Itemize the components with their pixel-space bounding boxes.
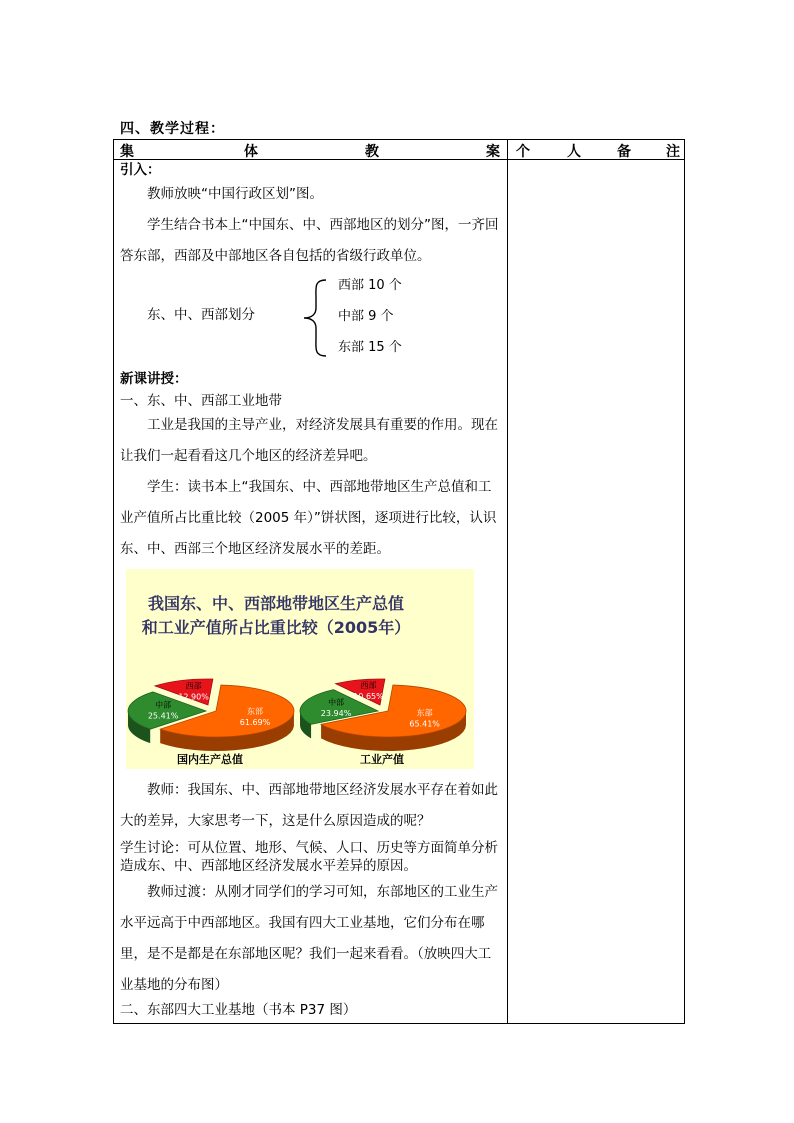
lesson-content [120,160,503,1019]
slice-value-label: 65.41% [409,719,440,729]
subsection-heading: 一、东、中、西部工业地带 [120,393,282,409]
slice-name-label: 中部 [328,697,345,707]
slice-value-label: 12.90% [178,692,209,702]
slice-value-label: 25.41% [147,711,179,721]
header-char: 体 [244,144,258,160]
slice-value-label: 10.65% [353,692,384,702]
header-char: 备 [617,144,631,160]
slice-name-label: 西部 [185,681,202,691]
chart-title-line: 我国东、中、西部地带地区生产总值 [147,594,404,613]
new-lesson-heading: 新课讲授： [120,371,188,387]
lesson-paragraph: 学生：读书本上“我国东、中、西部地带地区生产总值和工业产值所占比重比较（2005 年）”饼状图，逐项进行比较，认识东、中、西部三个地区经济发展水平的差距。 [120,479,497,557]
slice-name-label: 东部 [416,708,433,718]
pie-caption: 工业产值 [360,753,404,766]
slice-value-label: 61.69% [239,717,271,727]
division-item: 西部 10 个 [338,278,402,293]
slice-value-label: 23.94% [320,708,352,718]
lesson-paragraph: 教师：我国东、中、西部地带地区经济发展水平存在着如此大的差异，大家思考一下，这是什么原因造成的呢？ [120,782,498,829]
table-header [114,140,684,160]
region-division [120,272,503,364]
division-item: 中部 9 个 [338,309,394,324]
lesson-paragraph: 学生讨论：可从位置、地形、气候、人口、历史等方面简单分析造成东、中、西部地区经济发展水平差异的原因。 [120,840,498,874]
division-item: 东部 15 个 [338,340,402,355]
intro-heading: 引入： [120,162,161,178]
lesson-paragraph: 教师过渡：从刚才同学们的学习可知，东部地区的工业生产水平远高于中西部地区。我国有四大工业基地，它们分布在哪里，是不是都是在东部地区呢？我们一起来看看。（放映四大工业基地的分布图） [120,884,498,993]
slice-name-label: 东部 [246,706,263,716]
lesson-paragraph: 工业是我国的主导产业，对经济发展具有重要的作用。现在让我们一起看看这几个地区的经济差异吧。 [120,417,498,464]
header-char: 教 [365,144,379,160]
pie-charts [126,569,474,769]
slice-name-label: 西部 [360,681,377,691]
division-label: 东、中、西部划分 [147,307,255,323]
header-char: 个 [516,144,530,160]
header-char: 案 [486,144,500,160]
header-char: 集 [120,144,134,160]
brace-icon [300,278,330,358]
header-char: 人 [567,144,581,160]
subsection-heading: 二、东部四大工业基地（书本 P37 图） [120,1002,357,1018]
intro-paragraph: 学生结合书本上“中国东、中、西部地区的划分”图，一齐回答东部，西部及中部地区各自包括的省级行政单位。 [120,217,499,264]
pie-chart-figure [126,569,474,769]
column-divider [507,140,508,1023]
section-title: 四、教学过程： [120,121,225,137]
intro-paragraph: 教师放映“中国行政区划”图。 [147,186,323,202]
pie-caption: 国内生产总值 [177,753,243,766]
slice-name-label: 中部 [155,700,172,710]
lesson-table [113,139,685,1024]
header-char: 注 [666,144,680,160]
chart-title-line: 和工业产值所占比重比较（2005年） [141,618,411,637]
